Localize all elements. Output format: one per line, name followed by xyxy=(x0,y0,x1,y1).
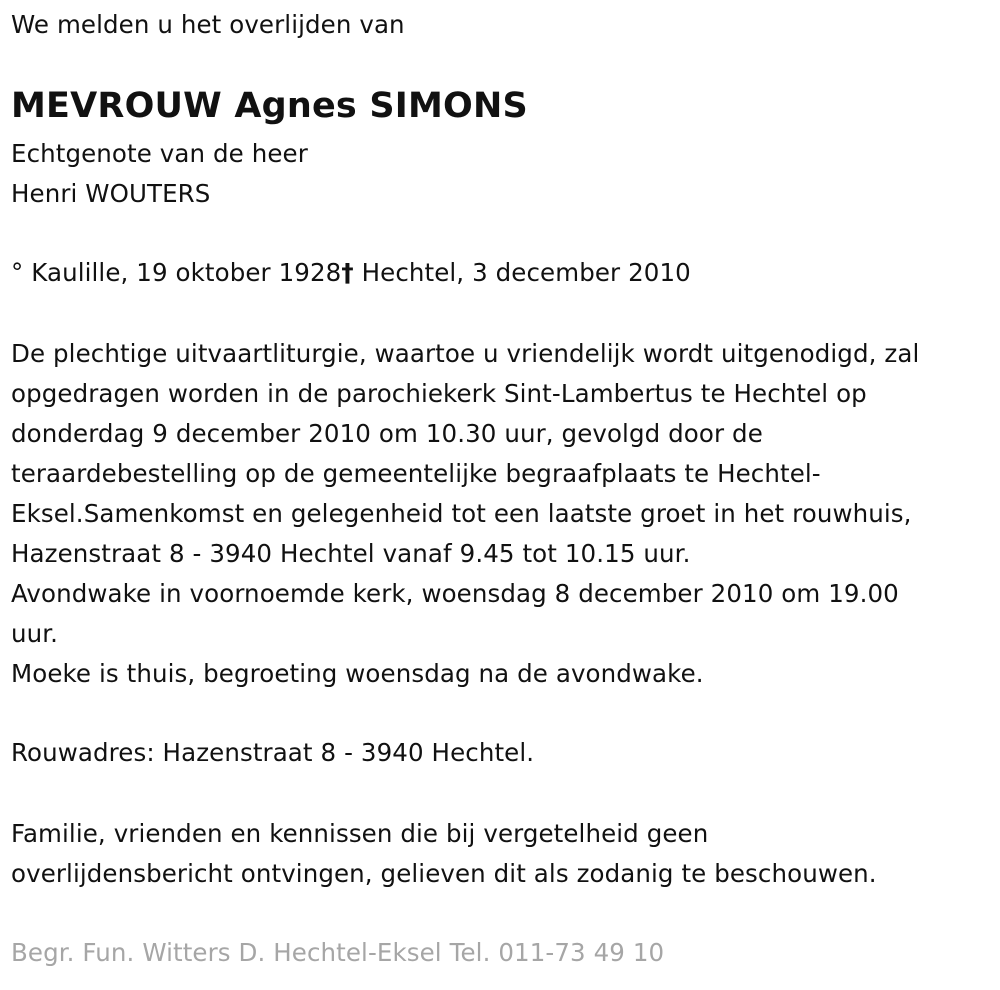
deceased-name: MEVROUW Agnes SIMONS xyxy=(11,86,528,126)
family-notice-line-2: overlijdensbericht ontvingen, gelieven dit als zodanig te beschouwen. xyxy=(11,859,877,888)
funeral-line: Hazenstraat 8 - 3940 Hechtel vanaf 9.45 tot 10.15 uur. xyxy=(11,539,691,568)
death-info: Hechtel, 3 december 2010 xyxy=(353,258,691,287)
family-notice-line-1: Familie, vrienden en kennissen die bij vergetelheid geen xyxy=(11,819,709,848)
funeral-line: uur. xyxy=(11,619,59,648)
funeral-line: Moeke is thuis, begroeting woensdag na de avondwake. xyxy=(11,659,704,688)
mourning-address: Rouwadres: Hazenstraat 8 - 3940 Hechtel. xyxy=(11,738,535,767)
birth-death-dates xyxy=(11,253,691,293)
funeral-line: Eksel.Samenkomst en gelegenheid tot een laatste groet in het rouwhuis, xyxy=(11,499,912,528)
intro-text: We melden u het overlijden van xyxy=(11,10,405,39)
cross-icon: † xyxy=(341,258,354,287)
funeral-line: De plechtige uitvaartliturgie, waartoe u vriendelijk wordt uitgenodigd, zal xyxy=(11,339,920,368)
funeral-line: teraardebestelling op de gemeentelijke begraafplaats te Hechtel- xyxy=(11,459,821,488)
spouse-line-2: Henri WOUTERS xyxy=(11,179,211,208)
funeral-line: Avondwake in voornoemde kerk, woensdag 8 december 2010 om 19.00 xyxy=(11,579,899,608)
birth-info: ° Kaulille, 19 oktober 1928 xyxy=(11,258,342,287)
funeral-line: donderdag 9 december 2010 om 10.30 uur, gevolgd door de xyxy=(11,419,763,448)
funeral-line: opgedragen worden in de parochiekerk Sint-Lambertus te Hechtel op xyxy=(11,379,867,408)
funeral-home-footer: Begr. Fun. Witters D. Hechtel-Eksel Tel. 011-73 49 10 xyxy=(11,938,665,967)
spouse-line-1: Echtgenote van de heer xyxy=(11,139,308,168)
